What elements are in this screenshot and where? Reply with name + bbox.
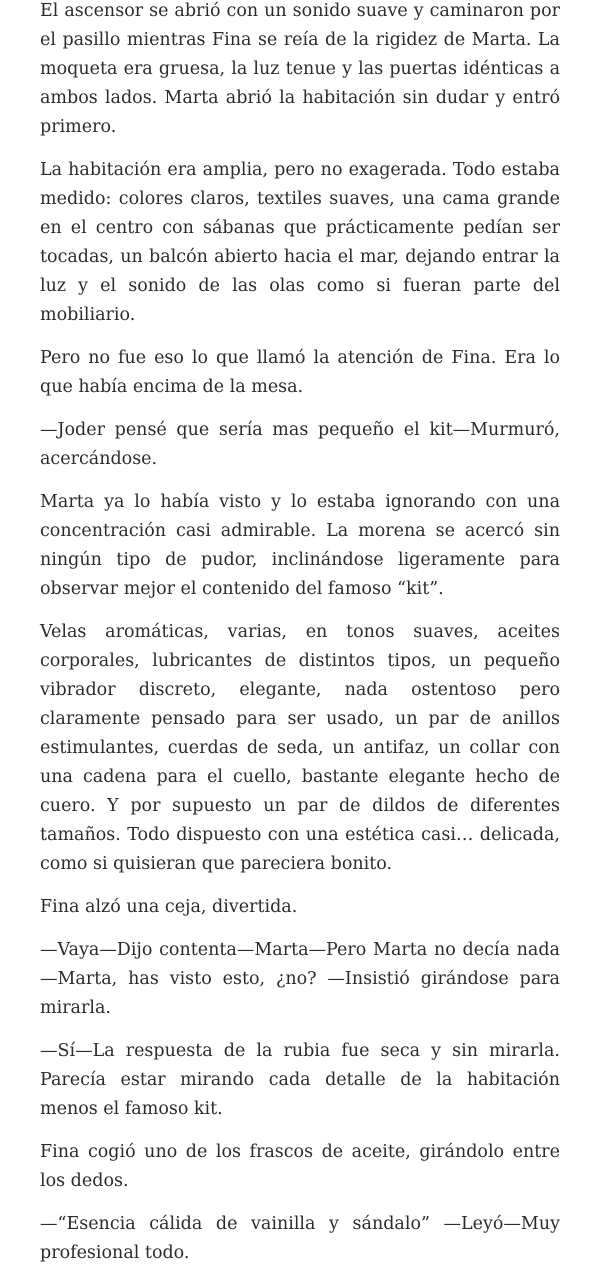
paragraph: —Joder pensé que sería mas pequeño el kit—Murmuró, acercándose.: [40, 420, 560, 469]
paragraph: Pero no fue eso lo que llamó la atención de Fina. Era lo que había encima de la mesa.: [40, 348, 560, 397]
paragraph: Fina cogió uno de los frascos de aceite, girándolo entre los dedos.: [40, 1142, 560, 1191]
paragraph: —“Esencia cálida de vainilla y sándalo” —Leyó—Muy profesional todo.: [40, 1214, 560, 1263]
paragraph: Velas aromáticas, varias, en tonos suaves, aceites corporales, lubricantes de distintos tipos, un pequeño vibrador discreto, elegante, nada ostentoso pero claramente pensado para ser usado, un par de anillos estimulantes, cuerdas de seda, un antifaz, un collar con una cadena para el cuello, bastante elegante hecho de cuero. Y por supuesto un par de dildos de diferentes tamaños. Todo dispuesto con una estética casi… delicada, como si quisieran que pareciera bonito.: [40, 622, 560, 874]
paragraph: —Sí—La respuesta de la rubia fue seca y sin mirarla. Parecía estar mirando cada detalle de la habitación menos el famoso kit.: [40, 1041, 560, 1119]
paragraph: El ascensor se abrió con un sonido suave y caminaron por el pasillo mientras Fina se reía de la rigidez de Marta. La moqueta era gruesa, la luz tenue y las puertas idénticas a ambos lados. Marta abrió la habitación sin dudar y entró primero.: [40, 1, 560, 137]
paragraph: Fina alzó una ceja, divertida.: [40, 897, 298, 917]
paragraph: La habitación era amplia, pero no exagerada. Todo estaba medido: colores claros, textiles suaves, una cama grande en el centro con sábanas que prácticamente pedían ser tocadas, un balcón abierto hacia el mar, dejando entrar la luz y el sonido de las olas como si fueran parte del mobiliario.: [40, 160, 560, 325]
paragraph: Marta ya lo había visto y lo estaba ignorando con una concentración casi admirable. La morena se acercó sin ningún tipo de pudor, inclinándose ligeramente para observar mejor el contenido del famoso “kit”.: [40, 492, 560, 599]
paragraph: —Vaya—Dijo contenta—Marta—Pero Marta no decía nada—Marta, has visto esto, ¿no? —Insistió girándose para mirarla.: [40, 940, 560, 1018]
